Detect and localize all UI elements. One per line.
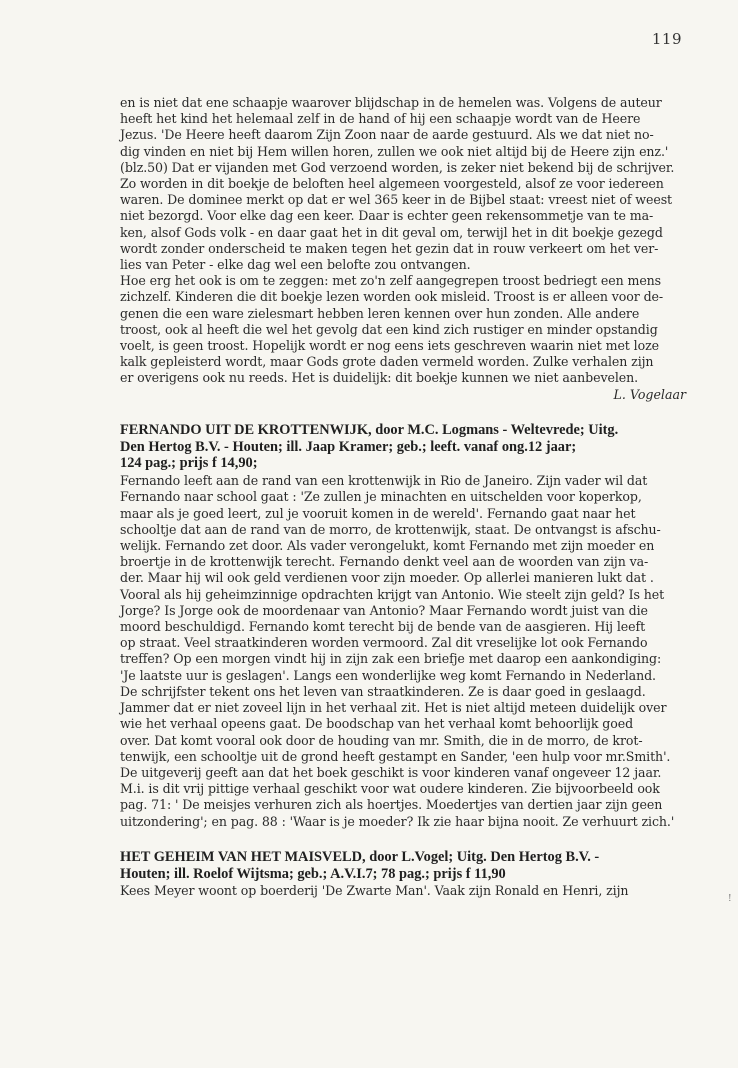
text-line: zichzelf. Kinderen die dit boekje lezen worden ook misleid. Troost is er alleen voor de- (120, 289, 664, 305)
text-line: wordt zonder onderscheid te maken tegen het gezin dat in rouw verkeert om het ver- (120, 240, 659, 256)
text-line: uitzondering'; en pag. 88 : 'Waar is je moeder? Ik zie haar bijna nooit. Ze verhuurt zich.' (120, 813, 675, 829)
text-line: Kees Meyer woont op boerderij 'De Zwarte Man'. Vaak zijn Ronald en Henri, zijn (120, 883, 629, 899)
text-line: (blz.50) Dat er vijanden met God verzoend worden, is zeker niet bekend bij de schrijver. (120, 159, 675, 175)
text-line: moord beschuldigd. Fernando komt terecht bij de bende van de aasgieren. Hij leeft (120, 619, 646, 635)
text-line: waren. De dominee merkt op dat er wel 365 keer in de Bijbel staat: vreest niet of weest (120, 192, 673, 208)
text-line: over. Dat komt vooral ook door de houding van mr. Smith, die in de morro, de krot- (120, 732, 643, 748)
text-line: Jorge? Is Jorge ook de moordenaar van Antonio? Maar Fernando wordt juist van die (120, 602, 648, 618)
margin-mark: ! (728, 894, 732, 904)
text-line: treffen? Op een morgen vindt hij in zijn zak een briefje met daarop een aankondiging: (120, 651, 662, 667)
text-line: lies van Peter - elke dag wel een belofte zou ontvangen. (120, 257, 471, 273)
heading-line: HET GEHEIM VAN HET MAISVELD, door L.Vogel; Uitg. Den Hertog B.V. - (120, 848, 600, 865)
text-line: en is niet dat ene schaapje waarover blijdschap in de hemelen was. Volgens de auteur (120, 95, 662, 110)
heading-line: Den Hertog B.V. - Houten; ill. Jaap Kramer; geb.; leeft. vanaf ong.12 jaar; (120, 438, 577, 455)
text-line: tenwijk, een schooltje uit de grond heeft gestampt en Sander, 'een hulp voor mr.Smith'. (120, 748, 671, 764)
text-line: welijk. Fernando zet door. Als vader verongelukt, komt Fernando met zijn moeder en (120, 538, 655, 554)
review-body-fernando (120, 473, 686, 829)
text-line: ken, alsof Gods volk - en daar gaat het in dit geval om, terwijl het in dit boekje gezegd (120, 224, 663, 240)
text-line: 'Je laatste uur is geslagen'. Langs een wonderlijke weg komt Fernando in Nederland. (120, 667, 656, 683)
text-line: Fernando leeft aan de rand van een krottenwijk in Rio de Janeiro. Zijn vader wil dat (120, 473, 648, 489)
text-line: Jezus. 'De Heere heeft daarom Zijn Zoon naar de aarde gestuurd. Als we dat niet no- (120, 127, 654, 143)
text-line: schooltje dat aan de rand van de morro, de krottenwijk, staat. De ontvangst is afschu- (120, 521, 661, 537)
review-heading-fernando (120, 422, 686, 472)
text-line: Vooral als hij geheimzinnige opdrachten krijgt van Antonio. Wie steelt zijn geld? Is het (120, 586, 665, 602)
text-line: De schrijfster tekent ons het leven van straatkinderen. Ze is daar goed in geslaagd. (120, 683, 646, 699)
text-line: M.i. is dit vrij pittige verhaal geschikt voor wat oudere kinderen. Zie bijvoorbeeld ook (120, 781, 660, 797)
heading-line: 124 pag.; prijs f 14,90; (120, 455, 258, 472)
text-line: wie het verhaal opeens gaat. De boodschap van het verhaal komt behoorlijk goed (120, 716, 634, 732)
text-line: troost, ook al heeft die wel het gevolg dat een kind zich rustiger en minder opstandig (120, 321, 658, 337)
text-line: Fernando naar school gaat : 'Ze zullen je minachten en uitschelden voor koperkop, (120, 489, 642, 505)
text-line: Hoe erg het ook is om te zeggen: met zo'n zelf aangegrepen troost bedriegt een mens (120, 273, 662, 289)
text-line: kalk gepleisterd wordt, maar Gods grote daden vermeld worden. Zulke verhalen zijn (120, 354, 654, 370)
text-line: op straat. Veel straatkinderen worden vermoord. Zal dit vreselijke lot ook Fernando (120, 635, 648, 651)
reviewer-signature: L. Vogelaar (613, 386, 686, 402)
heading-line: Houten; ill. Roelof Wijtsma; geb.; A.V.I.7; 78 pag.; prijs f 11,90 (120, 865, 506, 882)
text-line: dig vinden en niet bij Hem willen horen, zullen we ook niet altijd bij de Heere zijn enz.' (120, 143, 669, 159)
text-line: De uitgeverij geeft aan dat het boek geschikt is voor kinderen vanaf ongeveer 12 jaar. (120, 764, 662, 780)
text-line: voelt, is geen troost. Hopelijk wordt er nog eens iets geschreven waarin niet met loze (120, 338, 659, 354)
text-line: maar als je goed leert, zul je vooruit komen in de wereld'. Fernando gaat naar het (120, 505, 636, 521)
review-heading-maisveld (120, 849, 686, 883)
text-line: der. Maar hij wil ook geld verdienen voor zijn moeder. Op allerlei manieren lukt dat . (120, 570, 654, 586)
text-line: heeft het kind het helemaal zelf in de hand of hij een schaapje wordt van de Heere (120, 111, 641, 127)
intro-review-text (120, 95, 686, 403)
heading-line: FERNANDO UIT DE KROTTENWIJK, door M.C. Logmans - Weltevrede; Uitg. (120, 421, 619, 438)
review-body-maisveld (120, 883, 686, 899)
text-line: Zo worden in dit boekje de beloften heel algemeen voorgesteld, alsof ze voor iedereen (120, 176, 664, 192)
text-line: er overigens ook nu reeds. Het is duidelijk: dit boekje kunnen we niet aanbevelen. (120, 370, 639, 386)
text-line: Jammer dat er niet zoveel lijn in het verhaal zit. Het is niet altijd meteen duidelijk over (120, 700, 667, 716)
page-content (120, 95, 686, 900)
text-line: pag. 71: ' De meisjes verhuren zich als hoertjes. Moedertjes van dertien jaar zijn geen (120, 797, 663, 813)
text-line: genen die een ware zielesmart hebben leren kennen over hun zonden. Alle andere (120, 305, 640, 321)
text-line: niet bezorgd. Voor elke dag een keer. Daar is echter geen rekensommetje van te ma- (120, 208, 654, 224)
text-line: broertje in de krottenwijk terecht. Fernando denkt veel aan de woorden van zijn va- (120, 554, 649, 570)
page-number: 119 (651, 30, 682, 48)
